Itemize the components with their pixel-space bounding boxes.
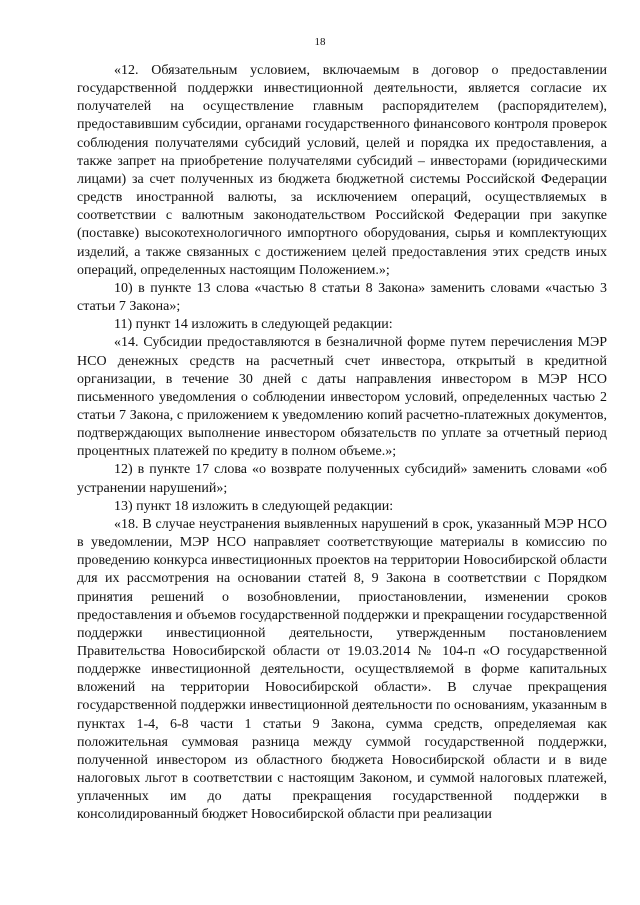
paragraph-18: «18. В случае неустранения выявленных нарушений в срок, указанный МЭР НСО в уведомлении, МЭР НСО направляет соответствующие материалы в комиссию по проведению конкурса инвестиционных проектов на территории Новосибирской области для их рассмотрения на основании статей 8, 9 Закона в соответствии с Порядком принятия решений о возобновлении, приостановлении, изменении сроков предоставления и объемов государственной поддержки и прекращении государственной поддержки инвестиционной деятельности, утвержденным постановлением Правительства Новосибирской области от 19.03.2014 № 104-п «О государственной поддержке инвестиционной деятельности, осуществляемой в форме капитальных вложений на территории Новосибирской области». В случае прекращения государственной поддержки инвестиционной деятельности по основаниям, указанным в пунктах 1-4, 6-8 части 1 статьи 9 Закона, сумма средств, определяемая как положительная суммовая разница между суммой государственной поддержки, полученной инвестором из областного бюджета Новосибирской области и в виде налоговых льгот в соответствии с настоящим Законом, и суммой налоговых платежей, уплаченных им до даты прекращения государственной поддержки в консолидированный бюджет Новосибирской области при реализации [77,516,607,823]
paragraph-item-12: 12) в пункте 17 слова «о возврате полученных субсидий» заменить словами «об устранении нарушений»; [77,462,607,496]
paragraph-item-10: 10) в пункте 13 слова «частью 8 статьи 8 Закона» заменить словами «частью 3 статьи 7 Закона»; [77,280,607,315]
paragraph-item-11: 11) пункт 14 изложить в следующей редакции: [114,317,393,333]
paragraph-item-13: 13) пункт 18 изложить в следующей редакции: [114,498,394,514]
page-number: 18 [314,36,326,48]
paragraph-14: «14. Субсидии предоставляются в безналичной форме путем перечисления МЭР НСО денежных средств на расчетный счет инвестора, открытый в кредитной организации, в течение 30 дней с даты направления инвестором в МЭР НСО письменного уведомления о соблюдении инвестором условий, определенных частью 2 статьи 7 Закона, с приложением к уведомлению копий расчетно-платежных документов, подтверждающих выполнение инвестором обязательств по уплате за отчетный период процентных платежей по кредиту в полном объеме.»; [77,335,607,460]
document-body [77,62,607,825]
paragraph-12: «12. Обязательным условием, включаемым в договор о предоставлении государственной поддержки инвестиционной деятельности, является согласие их получателей на осуществление главным распорядителем (распорядителем), предоставившим субсидии, органами государственного финансового контроля проверок соблюдения получателями субсидий условий, целей и порядка их предоставления, а также запрет на приобретение получателями субсидий – инвесторами (юридическими лицами) за счет полученных из бюджета бюджетной системы Российской Федерации средств иностранной валюты, за исключением операций, осуществляемых в соответствии с валютным законодательством Российской Федерации при закупке (поставке) высокотехнологичного импортного оборудования, сырья и комплектующих изделий, а также связанных с достижением целей предоставления этих средств иных операций, определенных настоящим Положением.»; [77,63,607,278]
